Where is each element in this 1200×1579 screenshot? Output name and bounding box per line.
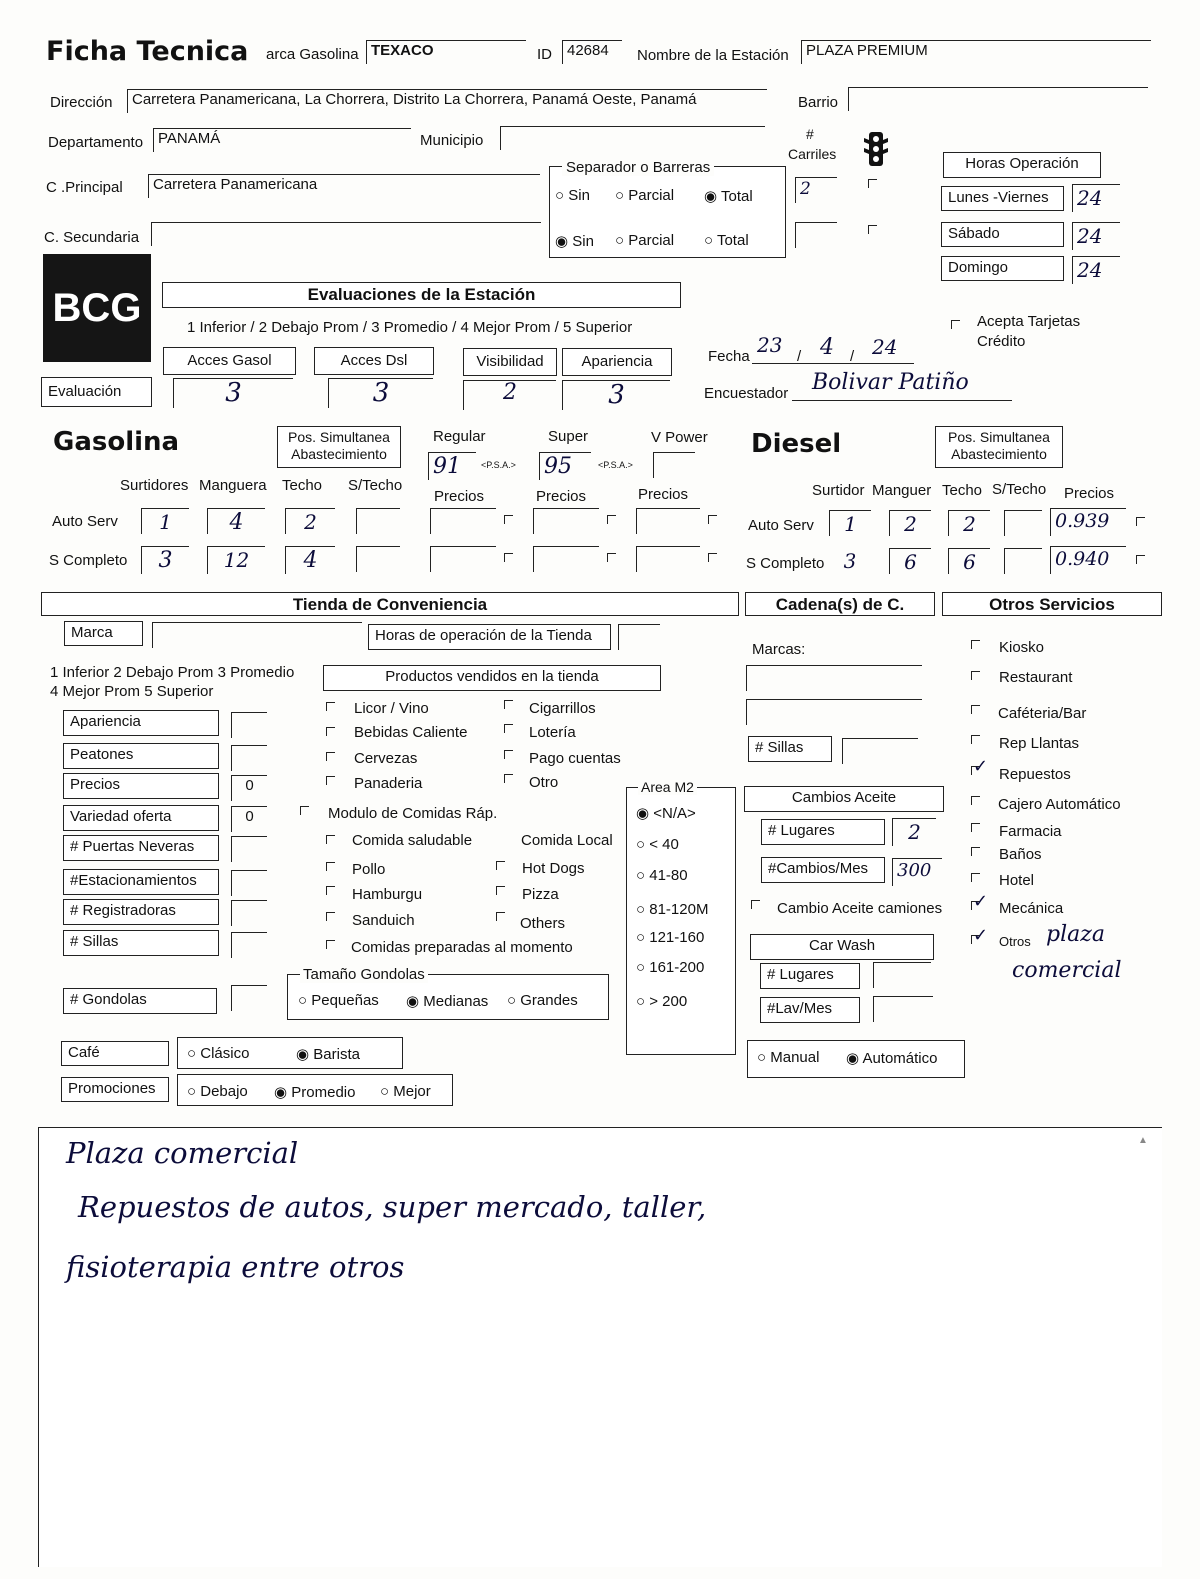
tienda-scale-2: 4 Mejor Prom 5 Superior (50, 683, 214, 700)
sep-secundaria-parcial[interactable]: ○ Parcial (615, 232, 675, 249)
promo-promedio[interactable]: ◉ Promedio (274, 1084, 356, 1101)
station-label: Nombre de la Estación (637, 47, 789, 64)
modulo-label: Modulo de Comidas Ráp. (328, 805, 498, 822)
diesel-auto-techo[interactable]: 2 (948, 510, 990, 536)
saturday-label: Sábado (941, 222, 1064, 247)
gas-auto-surtidores[interactable]: 1 (141, 508, 189, 534)
carriles-principal-field[interactable]: 2 (795, 177, 837, 203)
sep-secundaria-total[interactable]: ○ Total (704, 232, 749, 249)
vpower-label: V Power (651, 429, 708, 446)
hours-title: Horas Operación (943, 152, 1101, 178)
sep-principal-sin[interactable]: ○ Sin (555, 187, 590, 204)
super-octane-field[interactable]: 95 (539, 452, 591, 480)
address-field[interactable]: Carretera Panamericana, La Chorrera, Distrito La Chorrera, Panamá Oeste, Panamá (127, 89, 767, 113)
gas-completo-label: S Completo (49, 552, 128, 569)
vpower-octane-field[interactable] (653, 452, 695, 478)
area-41[interactable]: ○ 41-80 (636, 867, 688, 884)
promo-mejor[interactable]: ○ Mejor (380, 1083, 431, 1100)
repuestos-check-mark: ✓ (973, 756, 989, 777)
area-na[interactable]: ◉ <N/A> (636, 805, 696, 822)
traffic-light-icon (862, 130, 890, 170)
p-panaderia-label: Panaderia (354, 775, 423, 792)
tienda-sillas-field[interactable] (231, 932, 267, 958)
gas-completo-precio-regular[interactable] (430, 546, 496, 572)
psa-1: <P.S.A.> (481, 460, 516, 470)
others-label: Others (520, 915, 566, 932)
tarjetas-label-1: Acepta Tarjetas (977, 313, 1081, 330)
gondola-pequenas[interactable]: ○ Pequeñas (298, 992, 379, 1009)
col-techo: Techo (282, 477, 323, 494)
repuestos-label: Repuestos (999, 766, 1071, 783)
encuestador-label: Encuestador (704, 385, 789, 402)
separator-title: Separador o Barreras (562, 159, 714, 176)
gas-auto-regular-checkbox[interactable] (504, 515, 513, 524)
tienda-precios-field[interactable]: 0 (231, 775, 267, 801)
secundaria-field[interactable] (151, 222, 541, 246)
cafeteria-label: Caféteria/Bar (998, 705, 1087, 722)
form-title: Ficha Tecnica (46, 36, 249, 67)
diesel-auto-surtidor[interactable]: 1 (829, 510, 871, 536)
cadena-marca-field-2[interactable] (746, 699, 922, 725)
col-stecho: S/Techo (348, 477, 403, 494)
banos-checkbox[interactable] (971, 847, 980, 856)
fecha-line (752, 363, 914, 364)
fecha-year[interactable]: 24 (872, 335, 898, 359)
tarjetas-label-2: Crédito (977, 333, 1026, 350)
farmacia-checkbox[interactable] (971, 823, 980, 832)
comidas-preparadas-label: Comidas preparadas al momento (351, 939, 573, 956)
tienda-gondolas-label: # Gondolas (63, 988, 217, 1014)
precios-vpower: Precios (638, 486, 689, 503)
gondola-medianas[interactable]: ◉ Medianas (406, 993, 489, 1010)
gas-completo-precio-vpower[interactable] (636, 546, 700, 572)
diesel-title: Diesel (751, 429, 842, 459)
tienda-scale-1: 1 Inferior 2 Debajo Prom 3 Promedio (50, 664, 295, 681)
mecanica-label: Mecánica (999, 900, 1064, 917)
weekdays-label: Lunes -Viernes (941, 186, 1064, 211)
gas-auto-vpower-checkbox[interactable] (708, 515, 717, 524)
p-cigarrillos-checkbox[interactable] (504, 700, 513, 709)
id-label: ID (537, 46, 552, 63)
gas-completo-techo[interactable]: 4 (285, 546, 335, 574)
hotdogs-checkbox[interactable] (496, 861, 505, 870)
carriles-label: Carriles (788, 146, 837, 162)
department-label: Departamento (48, 134, 144, 151)
tienda-puertas-label: # Puertas Neveras (63, 835, 219, 861)
tienda-marca-label: Marca (64, 621, 143, 646)
tienda-horas-label: Horas de operación de la Tienda (368, 624, 611, 650)
diesel-auto-checkbox[interactable] (1136, 517, 1145, 526)
fecha-month[interactable]: 4 (820, 335, 834, 360)
diesel-completo-checkbox[interactable] (1136, 555, 1145, 564)
tarjetas-checkbox[interactable] (951, 320, 960, 329)
acces-dsl-label: Acces Dsl (314, 347, 434, 375)
department-field[interactable]: PANAMÁ (153, 128, 411, 152)
gas-auto-techo[interactable]: 2 (285, 508, 335, 534)
p-licor-label: Licor / Vino (354, 700, 429, 717)
principal-traffic-checkbox[interactable] (868, 179, 877, 188)
rep-llantas-label: Rep Llantas (999, 735, 1080, 752)
carwash-lav-field[interactable] (873, 996, 933, 1022)
area-40[interactable]: ○ < 40 (636, 836, 679, 853)
fecha-sep-2: / (850, 348, 855, 365)
apariencia-field[interactable]: 3 (562, 380, 670, 410)
station-field[interactable]: PLAZA PREMIUM (801, 40, 1151, 64)
p-loteria-checkbox[interactable] (504, 724, 513, 733)
fecha-sep-1: / (797, 348, 802, 365)
brand-field[interactable]: TEXACO (366, 40, 526, 64)
tienda-sillas-label: # Sillas (63, 930, 219, 956)
cambios-lugares-label: # Lugares (761, 819, 885, 845)
kiosko-checkbox[interactable] (971, 640, 980, 649)
diesel-pos-label: Pos. Simultanea Abastecimiento (935, 426, 1063, 468)
sunday-field[interactable]: 24 (1072, 256, 1120, 284)
municipio-field[interactable] (500, 126, 765, 150)
diesel-auto-stecho[interactable] (1004, 510, 1042, 536)
p-licor-checkbox[interactable] (326, 702, 335, 711)
diesel-completo-precio[interactable]: 0.940 (1050, 546, 1126, 574)
gas-auto-super-checkbox[interactable] (607, 515, 616, 524)
regular-octane-field[interactable]: 91 (428, 452, 476, 480)
gas-auto-precio-super[interactable] (533, 508, 599, 534)
cajero-label: Cajero Automático (998, 796, 1121, 813)
hotel-label: Hotel (999, 872, 1035, 889)
diesel-completo-stecho[interactable] (1004, 548, 1042, 574)
diesel-col-techo: Techo (942, 482, 983, 499)
precios-super: Precios (536, 488, 587, 505)
tienda-registradoras-field[interactable] (231, 900, 267, 926)
area-group (626, 787, 736, 1055)
gondolas-title: Tamaño Gondolas (300, 966, 428, 983)
visibilidad-label: Visibilidad (463, 348, 557, 376)
cadena-sillas-label: # Sillas (748, 736, 832, 762)
acces-dsl-field[interactable]: 3 (328, 378, 433, 408)
comida-saludable-label: Comida saludable (352, 832, 473, 849)
barrio-field[interactable] (848, 87, 1148, 111)
gas-auto-precio-vpower[interactable] (636, 508, 700, 534)
cadena-marca-field-1[interactable] (746, 665, 922, 691)
area-81[interactable]: ○ 81-120M (636, 901, 709, 918)
restaurant-checkbox[interactable] (971, 671, 980, 680)
sep-principal-total[interactable]: ◉ Total (704, 188, 753, 205)
promo-label: Promociones (61, 1077, 169, 1102)
cambios-mes-label: #Cambios/Mes (761, 857, 885, 883)
acces-gasol-field[interactable]: 3 (173, 378, 293, 408)
promo-debajo[interactable]: ○ Debajo (187, 1083, 248, 1100)
apariencia-label: Apariencia (562, 348, 672, 376)
otros-check-mark: ✓ (973, 925, 989, 946)
banos-label: Baños (999, 846, 1042, 863)
diesel-col-stecho: S/Techo (992, 481, 1047, 498)
address-label: Dirección (50, 94, 113, 111)
tienda-gondolas-field[interactable] (231, 985, 267, 1011)
gas-completo-super-checkbox[interactable] (607, 553, 616, 562)
p-otro-label: Otro (529, 774, 559, 791)
diesel-completo-techo[interactable]: 6 (948, 548, 990, 574)
others-checkbox[interactable] (496, 912, 505, 921)
diesel-completo-manguer[interactable]: 6 (889, 548, 931, 574)
p-bebidas-label: Bebidas Caliente (354, 724, 468, 741)
tienda-estacionamientos-label: #Estacionamientos (63, 869, 219, 895)
p-pago-label: Pago cuentas (529, 750, 621, 767)
col-manguera: Manguera (199, 477, 267, 494)
tienda-registradoras-label: # Registradoras (63, 899, 219, 925)
pizza-checkbox[interactable] (496, 886, 505, 895)
gas-pos-label: Pos. Simultanea Abastecimiento (277, 426, 401, 468)
gas-auto-stecho[interactable] (356, 508, 400, 534)
diesel-completo-surtidor[interactable]: 3 (843, 549, 857, 573)
p-pago-checkbox[interactable] (504, 750, 513, 759)
psa-2: <P.S.A.> (598, 460, 633, 470)
area-title: Area M2 (638, 779, 697, 795)
productos-title: Productos vendidos en la tienda (323, 665, 661, 691)
hotel-checkbox[interactable] (971, 873, 980, 882)
tienda-horas-field[interactable] (618, 624, 660, 650)
carriles-secundaria-field[interactable] (795, 222, 837, 248)
notes-resize-icon: ▲ (1138, 1135, 1148, 1146)
principal-label: C .Principal (46, 179, 123, 196)
p-cervezas-checkbox[interactable] (326, 752, 335, 761)
weekdays-field[interactable]: 24 (1072, 184, 1120, 212)
kiosko-label: Kiosko (999, 639, 1045, 656)
tienda-variedad-field[interactable]: 0 (231, 806, 267, 832)
cadena-title: Cadena(s) de C. (745, 592, 935, 616)
pollo-checkbox[interactable] (326, 862, 335, 871)
sanduich-label: Sanduich (352, 912, 415, 929)
diesel-completo-label: S Completo (746, 555, 825, 572)
gondola-grandes[interactable]: ○ Grandes (507, 992, 578, 1009)
tienda-precios-label: Precios (63, 773, 219, 799)
tienda-estacionamientos-field[interactable] (231, 870, 267, 896)
sep-principal-parcial[interactable]: ○ Parcial (615, 187, 675, 204)
diesel-precios: Precios (1064, 485, 1115, 502)
encuestador-line (792, 400, 1012, 401)
restaurant-label: Restaurant (999, 669, 1073, 686)
principal-field[interactable]: Carretera Panamericana (148, 174, 540, 198)
p-otro-checkbox[interactable] (504, 774, 513, 783)
cadena-marcas-label: Marcas: (752, 641, 806, 658)
comida-saludable-checkbox[interactable] (326, 835, 335, 844)
encuestador-field[interactable]: Bolivar Patiño (812, 370, 969, 395)
carwash-lugares-label: # Lugares (760, 963, 860, 989)
notes-line-1: Plaza comercial (66, 1136, 299, 1170)
gas-completo-surtidores[interactable]: 3 (141, 546, 189, 574)
p-bebidas-checkbox[interactable] (326, 727, 335, 736)
comidas-preparadas-checkbox[interactable] (326, 940, 335, 949)
cafe-label: Café (61, 1041, 169, 1066)
tienda-variedad-label: Variedad oferta (63, 805, 219, 831)
sunday-label: Domingo (941, 256, 1064, 281)
tienda-apariencia-field[interactable] (231, 712, 267, 738)
otros-value-1[interactable]: plaza (1046, 922, 1105, 947)
regular-label: Regular (433, 428, 486, 445)
sanduich-checkbox[interactable] (326, 912, 335, 921)
tienda-title: Tienda de Conveniencia (41, 592, 739, 616)
cambios-lugares-field[interactable]: 2 (892, 818, 936, 846)
carwash-manual[interactable]: ○ Manual (757, 1049, 820, 1066)
cambios-title: Cambios Aceite (744, 786, 944, 812)
area-161[interactable]: ○ 161-200 (636, 959, 705, 976)
carwash-automatico[interactable]: ◉ Automático (846, 1050, 938, 1067)
gas-auto-manguera[interactable]: 4 (207, 508, 265, 534)
fecha-label: Fecha (708, 348, 750, 365)
p-cervezas-label: Cervezas (354, 750, 418, 767)
bcg-logo: BCG (43, 254, 151, 362)
notes-line-3: fisioterapia entre otros (66, 1250, 405, 1284)
p-panaderia-checkbox[interactable] (326, 776, 335, 785)
cafe-barista[interactable]: ◉ Barista (296, 1046, 360, 1063)
cafe-clasico[interactable]: ○ Clásico (187, 1045, 250, 1062)
diesel-auto-label: Auto Serv (748, 517, 814, 534)
acces-gasol-label: Acces Gasol (163, 347, 296, 375)
tienda-puertas-field[interactable] (231, 836, 267, 862)
modulo-checkbox[interactable] (300, 806, 309, 815)
fecha-day[interactable]: 23 (757, 333, 783, 357)
tienda-peatones-field[interactable] (231, 745, 267, 771)
otros-title: Otros Servicios (942, 592, 1162, 616)
carwash-title: Car Wash (750, 934, 934, 960)
farmacia-label: Farmacia (999, 823, 1062, 840)
diesel-auto-manguer[interactable]: 2 (889, 510, 931, 536)
cajero-checkbox[interactable] (971, 796, 980, 805)
gas-completo-manguera[interactable]: 12 (207, 546, 265, 574)
pizza-label: Pizza (522, 886, 559, 903)
area-121[interactable]: ○ 121-160 (636, 929, 705, 946)
visibilidad-field[interactable]: 2 (463, 380, 556, 410)
hamburgu-checkbox[interactable] (326, 886, 335, 895)
pollo-label: Pollo (352, 861, 386, 878)
evaluation-row-label: Evaluación (41, 377, 152, 407)
camiones-label: Cambio Aceite camiones (777, 900, 943, 917)
secundaria-label: C. Secundaria (44, 229, 140, 246)
barrio-label: Barrio (798, 94, 839, 111)
notes-line-2: Repuestos de autos, super mercado, taller, (78, 1190, 707, 1224)
evaluation-scale: 1 Inferior / 2 Debajo Prom / 3 Promedio / 4 Mejor Prom / 5 Superior (187, 319, 633, 336)
id-field[interactable]: 42684 (562, 40, 622, 64)
saturday-field[interactable]: 24 (1072, 222, 1120, 250)
camiones-checkbox[interactable] (751, 900, 760, 909)
municipio-label: Municipio (420, 132, 484, 149)
diesel-col-surtidor: Surtidor (812, 482, 865, 499)
sep-secundaria-sin[interactable]: ◉ Sin (555, 233, 594, 250)
carriles-hash: # (806, 126, 814, 142)
gas-auto-precio-regular[interactable] (430, 508, 496, 534)
carwash-lugares-field[interactable] (873, 962, 931, 988)
otros-value-2[interactable]: comercial (1012, 958, 1122, 983)
hamburgu-label: Hamburgu (352, 886, 423, 903)
col-surtidores: Surtidores (120, 477, 189, 494)
gas-completo-precio-super[interactable] (533, 546, 599, 572)
secundaria-traffic-checkbox[interactable] (868, 225, 877, 234)
gas-completo-regular-checkbox[interactable] (504, 553, 513, 562)
tienda-peatones-label: Peatones (63, 743, 219, 769)
super-label: Super (548, 428, 589, 445)
mecanica-check-mark: ✓ (973, 891, 989, 912)
diesel-auto-precio[interactable]: 0.939 (1050, 508, 1126, 536)
tienda-marca-field[interactable] (152, 622, 362, 648)
gas-auto-label: Auto Serv (52, 513, 118, 530)
precios-regular: Precios (434, 488, 485, 505)
comida-local-label: Comida Local (521, 832, 613, 849)
cafeteria-checkbox[interactable] (971, 705, 980, 714)
cadena-sillas-field[interactable] (842, 738, 918, 764)
tienda-apariencia-label: Apariencia (63, 710, 219, 736)
cambios-mes-field[interactable]: 300 (892, 858, 942, 886)
carwash-lav-label: #Lav/Mes (760, 997, 860, 1023)
diesel-col-manguer: Manguer (872, 482, 932, 499)
brand-label: arca Gasolina (266, 46, 359, 63)
evaluation-title: Evaluaciones de la Estación (162, 282, 681, 308)
area-200[interactable]: ○ > 200 (636, 993, 688, 1010)
hotdogs-label: Hot Dogs (522, 860, 585, 877)
p-cigarrillos-label: Cigarrillos (529, 700, 596, 717)
rep-llantas-checkbox[interactable] (971, 735, 980, 744)
gas-completo-vpower-checkbox[interactable] (708, 553, 717, 562)
p-loteria-label: Lotería (529, 724, 576, 741)
otros-label: Otros (999, 934, 1031, 949)
gasolina-title: Gasolina (53, 427, 180, 457)
gas-completo-stecho[interactable] (356, 546, 400, 572)
